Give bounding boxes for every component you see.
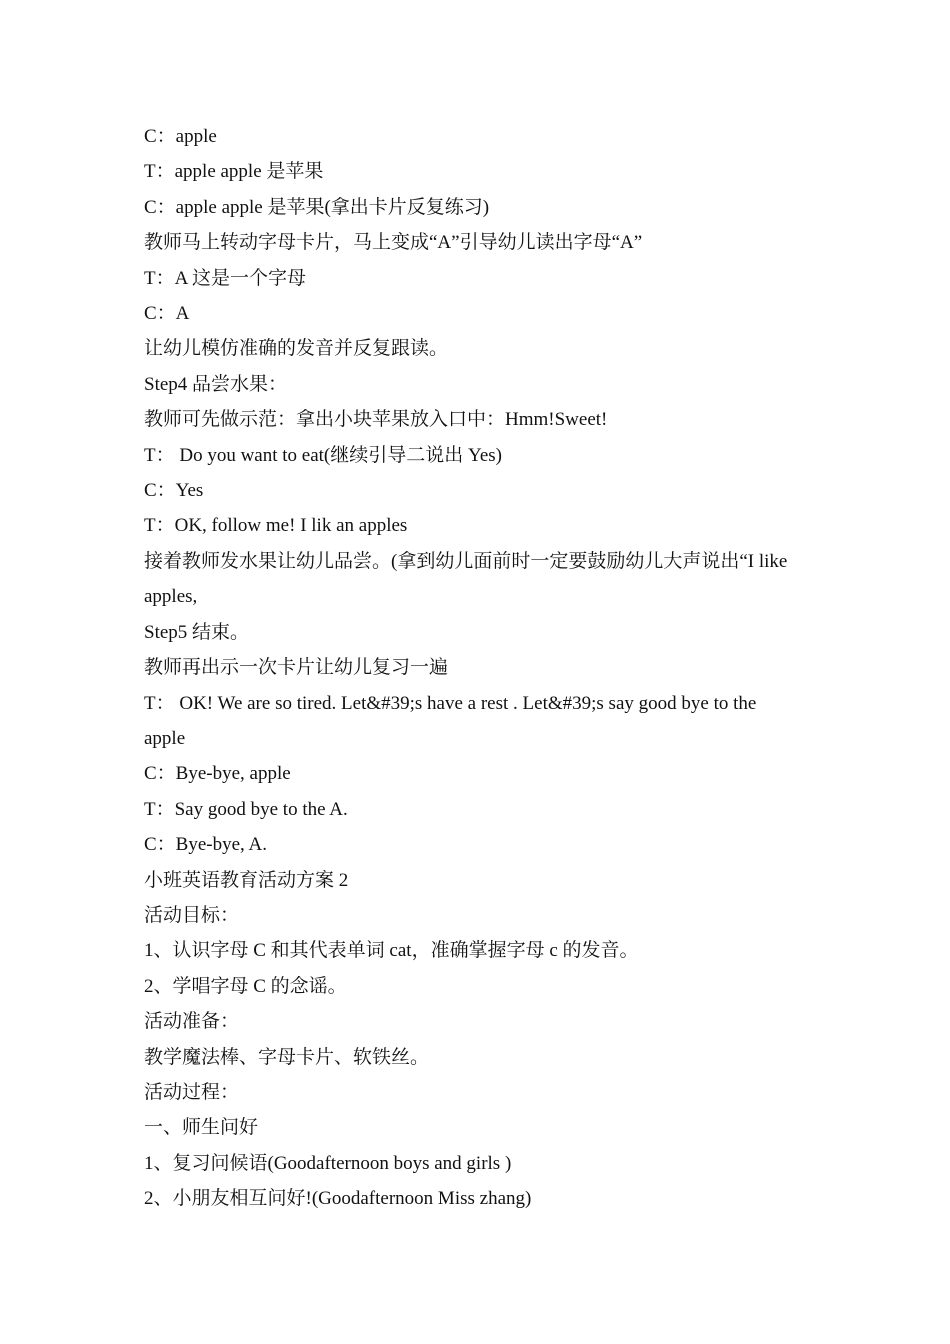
section-heading: Step4 品尝水果：: [144, 373, 288, 395]
document-body: [144, 119, 814, 1217]
text-line: 接着教师发水果让幼儿品尝。(拿到幼儿面前时一定要鼓励幼儿大声说出“I like: [144, 550, 788, 572]
text-line: C：Bye-bye, apple: [144, 763, 291, 785]
text-line: apple: [144, 727, 186, 749]
section-heading: 活动目标：: [144, 904, 240, 926]
text-line: C：Bye-bye, A.: [144, 834, 267, 856]
text-line: C：apple: [144, 126, 217, 147]
text-line: 让幼儿模仿准确的发音并反复跟读。: [144, 338, 449, 360]
text-line: C：apple apple 是苹果(拿出卡片反复练习): [144, 196, 490, 218]
section-heading: 活动过程：: [144, 1081, 240, 1103]
text-line: 教师马上转动字母卡片，马上变成“A”引导幼儿读出字母“A”: [144, 232, 643, 254]
text-line: T：OK, follow me! I lik an apples: [144, 515, 408, 537]
list-item: 2、学唱字母 C 的念谣。: [144, 975, 347, 997]
section-heading: 活动准备：: [144, 1011, 240, 1033]
text-line: 教师再出示一次卡片让幼儿复习一遍: [144, 657, 449, 679]
text-line: C：A: [144, 303, 190, 325]
text-line: 教师可先做示范：拿出小块苹果放入口中：Hmm!Sweet!: [144, 409, 608, 431]
list-item: 2、小朋友相互问好!(Goodafternoon Miss zhang): [144, 1188, 532, 1210]
list-item: 1、认识字母 C 和其代表单词 cat，准确掌握字母 c 的发音。: [144, 940, 639, 962]
text-line: T： Do you want to eat(继续引导二说出 Yes): [144, 444, 502, 466]
plan-title: 小班英语教育活动方案 2: [144, 869, 349, 891]
text-line: 教学魔法棒、字母卡片、软铁丝。: [144, 1046, 430, 1068]
section-heading: Step5 结束。: [144, 621, 250, 643]
text-line: apples,: [144, 586, 198, 608]
section-heading: 一、师生问好: [144, 1117, 259, 1139]
text-line: T：apple apple 是苹果: [144, 161, 324, 183]
list-item: 1、复习问候语(Goodafternoon boys and girls ): [144, 1152, 512, 1174]
text-line: T： OK! We are so tired. Let&#39;s have a rest . Let&#39;s say good bye to the: [144, 692, 757, 714]
text-line: T：A 这是一个字母: [144, 267, 307, 289]
text-line: C：Yes: [144, 480, 204, 502]
text-line: T：Say good bye to the A.: [144, 798, 348, 820]
